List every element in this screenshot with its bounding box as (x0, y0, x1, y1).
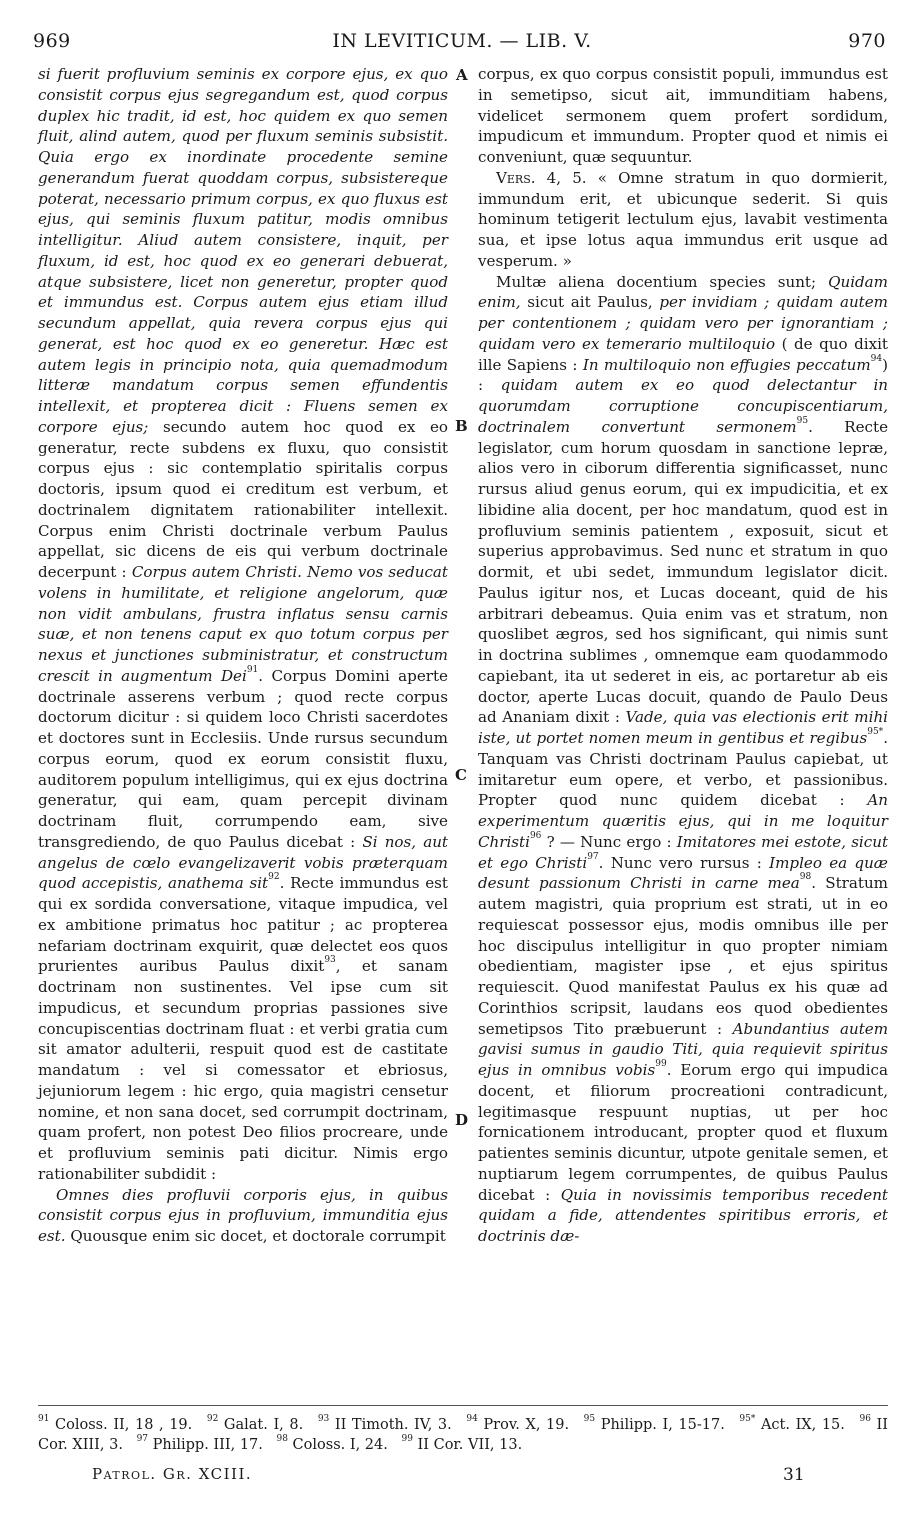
text-run: ) : (478, 355, 888, 395)
footnote-rule (38, 1405, 888, 1406)
footnote-item (466, 1414, 570, 1433)
footnote-text: Coloss. I, 24. (287, 1437, 388, 1453)
right-column (478, 64, 888, 1247)
footnote-ref: 97 (587, 851, 599, 862)
footnote-ref: 93 (324, 955, 336, 966)
footnote-text: Act. IX, 15. (755, 1417, 845, 1433)
footnote-item (401, 1434, 523, 1453)
footnote-number: 92 (206, 1414, 219, 1424)
footnote-text: Philipp. III, 17. (148, 1437, 263, 1453)
text-run: . Tanquam vas Christi doctrinam Paulus capiebat, ut imitaretur eum opere, et verbo, et passionibus. Propter quod nunc quidem dicebat : (478, 729, 888, 810)
footnote-text: II Timoth. IV, 3. (329, 1417, 452, 1433)
quotation: Omnes dies profluvii corporis ejus, in quibus consistit corpus ejus in profluvium, immunditia ejus est. (38, 1185, 448, 1245)
footnote-number: 97 (136, 1434, 149, 1444)
quotation: Corpus autem Christi. Nemo vos seducat volens in humilitate, et religione angelorum, quæ non vidit ambulans, frustra inflatus sensu carnis suæ, et non tenens caput ex quo totum corpus per nexus et junctiones subministratur, et constructum crescit in augmentum Dei (38, 563, 448, 685)
right-paragraph-3 (478, 272, 888, 1247)
text-run: « Omne stratum in quo dormierit, immundum erit, et ubicunque sederit. Si quis hominum tetigerit lectulum ejus, lavabit vestimenta sua, et ipse lotus aqua immundus erit usque ad vesperum. » (478, 168, 888, 270)
quotation: An experimentum quæritis ejus, qui in me loquitur Christi (478, 791, 888, 851)
footnotes (38, 1415, 888, 1455)
text-run: . Recte legislator, cum horum quosdam in sanctione lepræ, alios vero in ciborum differentia significasset, nunc rursus aliud genus eorum, qui ex impudicitia, et ex libidine alia docent, per hoc mandatum, quod est in profluvium seminis patientem , exposuit, sicut et superius approbavimus. Sed nunc et stratum in quo dormit, et ubi sedet, immundum legislator dicit. Paulus igitur nos, et Lucas doceant, quid de his arbitrari debeamus. Quia enim vas et stratum, non quoslibet ægros, sed hos significant, qui nimis sunt in doctrina sublimes , omnemque eam quodammodo capiebant, ita ut sederet in eis, ac portaretur ab eis doctor, aperte Lucas docuit, quando de Paulo Deus ad Ananiam dixit : (478, 417, 888, 727)
quotation: Impleo ea quæ desunt passionum Christi in carne mea (478, 853, 888, 893)
right-paragraph-2 (478, 168, 888, 272)
text-run: . Eorum ergo qui impudica docent, et filiorum procreationi contradicunt, legitimasque respuunt nuptias, ut per hoc fornicationem introducant, propter quod et fluxum patientes seminis dicuntur, utpote genitale semen, et nuptiarum legem corrumpentes, de quibus Paulus dicebat : (478, 1061, 889, 1204)
footnote-ref: 99 (655, 1059, 667, 1069)
footnote-ref: 95* (867, 727, 884, 737)
footnote-number: 96 (859, 1414, 871, 1424)
footnote-text: II Cor. VII, 13. (412, 1437, 523, 1453)
footnote-number: 94 (466, 1414, 478, 1424)
footnote-item (317, 1414, 452, 1433)
text-run: . Recte immundus est qui ex sordida conversatione, vitaque impudica, vel ex ambitione primatus hoc patitur ; ac propterea nefariam doctrinam exquirit, quæ delectet eos quos prurientes auribus Paulus dixit (38, 874, 448, 976)
quotation: quidam autem ex eo quod delectantur in quorumdam corruptione concupiscentiarum, doctrinalem convertunt sermonem (478, 376, 888, 436)
quotation: In multiloquio non effugies peccatum (582, 355, 871, 374)
text-run: Quousque enim sic docet, et doctorale corrumpit (65, 1227, 446, 1245)
running-title: IN LEVITICUM. — LIB. V. (332, 30, 592, 52)
quotation: Quidam enim, (478, 272, 888, 312)
quotation: Fluens semen ex corpore ejus; (38, 397, 448, 436)
quotation: Vade, quia vas electionis erit mihi iste, ut portet nomen meum in gentibus et regibus (478, 708, 888, 747)
right-paragraph-1 (478, 64, 888, 168)
page-number-left: 969 (33, 30, 71, 52)
footnote-text: Philipp. I, 15-17. (595, 1417, 725, 1433)
footnote-item (276, 1434, 388, 1453)
text-run: . Stratum autem magistri, quia proprium est strati, ut in eo requiescat possessor ejus, modis omnibus ille per hoc discipulus intelligitur in quo propter nimiam obedientiam, magister ipse , et ejus spiritus requiescit. Quod manifestat Paulus ex his quæ ad Corinthios scripsit, laudans eos quod obedientes semetipsos Tito præbuerunt : (478, 874, 888, 1038)
text-run: , et sanam doctrinam non sustinentes. Vel ipse cum sit impudicus, et secundum proprias passiones sive concupiscentias doctrinam fluat : et verbi gratia cum sit amator adulterii, respuit quod est de castitate mandatum : vel si comessator et ebriosus, jejuniorum legem : hic ergo, quia magistri censetur nomine, et non sana docet, sed corrumpit doctrinam, quam profert, non potest Deo filios procreare, unde et profluvium seminis pati dicitur. Nimis ergo rationabiliter subdidit : (38, 957, 448, 1183)
footnote-number: 95 (583, 1414, 596, 1424)
footnote-item (38, 1414, 193, 1433)
text-run: sicut ait Paulus, (520, 293, 660, 312)
text-run: . Nunc vero rursus : (598, 853, 770, 872)
footnote-text: II Cor. XIII, 3. (38, 1417, 888, 1453)
footnote-number: 99 (401, 1434, 413, 1444)
page-number-right: 970 (848, 30, 886, 52)
margin-letter-d: D (455, 1111, 469, 1129)
text-run: . Corpus Domini aperte doctrinale asserens verbum ; quod recte corpus doctorum dicitur : si quidem loco Christi sacerdotes et doctores sunt in Ecclesiis. Unde rursus secundum corpus eorum, quod ex eorum consistit fluxu, auditorem populum intelligimus, qui ex ejus doctrina generatur, qui eam, quam percepit divinam doctrinam fluit, corrumpendo eam, sive transgrediendo, de quo Paulus dicebat : (38, 666, 448, 851)
text-run: ( de quo dixit ille Sapiens : (478, 334, 888, 374)
footnote-number: 98 (276, 1434, 288, 1444)
footnote-ref: 92 (268, 872, 280, 883)
footnote-ref: 94 (870, 353, 883, 364)
text-run: Multæ aliena docentium species sunt; (496, 272, 829, 291)
footnote-number: 91 (38, 1414, 50, 1424)
footnote-number: 95* (739, 1414, 756, 1424)
margin-letter-c: C (455, 766, 467, 784)
text-run: si fuerit profluvium seminis ex corpore ejus, ex quo consistit corpus ejus segregandum est, quod corpus duplex hic tradit, id est, hoc quidem ex quo semen fluit, alind autem, quod per fluxum seminis subsistit. Quia ergo ex inordinate procedente semine generandum fuerat quoddam corpus, subsistereque poterat, necessario primum corpus, ex quo fluxus est ejus, qui seminis fluxum patitur, modis omnibus intelligitur. Aliud autem consistere, inquit, per fluxum, id est, hoc quod ex eo generari debuerat, atque subsistere, licet non generetur, propter quod et immundus est. Corpus autem ejus etiam illud secundum appellat, quia revera corpus ejus qui generat, est hoc quod ex eo generetur. Hæc est autem legis in principio nota, quia quemadmodum litteræ mandatum corpus semen effundentis intellexit, et propterea dicit : (38, 65, 448, 415)
margin-letter-b: B (455, 417, 468, 435)
footnote-ref: 98 (799, 872, 812, 883)
footer-volume: Patrol. Gr. XCIII. (92, 1465, 253, 1483)
quotation: Quia in novissimis temporibus recedent quidam a fide, attendentes spiritibus erroris, et doctrinis dæ- (478, 1185, 888, 1245)
quotation: Abundantius autem gavisi sumus in gaudio Titi, quia requievit spiritus ejus in omnibus vobis (478, 1019, 889, 1079)
footnote-number: 93 (317, 1414, 330, 1424)
footnote-item (206, 1414, 304, 1433)
verse-number: 4, 5. (535, 168, 598, 187)
text-run: secundo autem hoc quod ex eo generatur, recte subdens ex fluxu, quo consistit corpus ejus : sic contemplatio spiritalis corpus doctoris, ipsum quod ei creditum est verbum, et doctrinalem dignitatem rationabiliter intellexit. Corpus enim Christi doctrinale verbum Paulus appellat, sic dicens de eis qui verbum doctrinale decerpunt : (38, 417, 448, 581)
footnote-item (136, 1434, 263, 1453)
footnote-text: Prov. X, 19. (477, 1417, 570, 1433)
quotation: Si nos, aut angelus de cœlo evangelizaverit vobis præterquam quod accepistis, anathema sit (38, 832, 448, 893)
left-paragraph-1 (38, 64, 448, 1185)
text-run: ? — Nunc ergo : (541, 832, 677, 851)
margin-letter-a: A (456, 66, 468, 84)
footnote-text: Galat. I, 8. (218, 1417, 304, 1433)
footnote-ref: 96 (529, 830, 542, 841)
footnote-item (583, 1414, 725, 1433)
quotation: per invidiam ; quidam autem per contentionem ; quidam vero per ignorantiam ; quidam vero ex temerario multiloquio (478, 293, 888, 353)
text-run: corpus, ex quo corpus consistit populi, immundus est in semetipso, sicut ait, immunditiam habens, videlicet sermonem quem profert sordidum, impudicum et immundum. Propter quod et nimis ei conveniunt, quæ sequuntur. (478, 65, 888, 166)
quotation: Imitatores mei estote, sicut et ego Christi (478, 832, 889, 872)
footnote-text: Coloss. II, 18 , 19. (49, 1417, 193, 1433)
footnote-ref: 91 (246, 664, 259, 675)
footnote-item (739, 1414, 845, 1433)
left-paragraph-2 (38, 1185, 448, 1247)
left-column (38, 64, 448, 1247)
verse-label: Vers. (496, 168, 536, 187)
footnote-ref: 95 (796, 415, 809, 426)
footer-signature: 31 (783, 1465, 805, 1485)
